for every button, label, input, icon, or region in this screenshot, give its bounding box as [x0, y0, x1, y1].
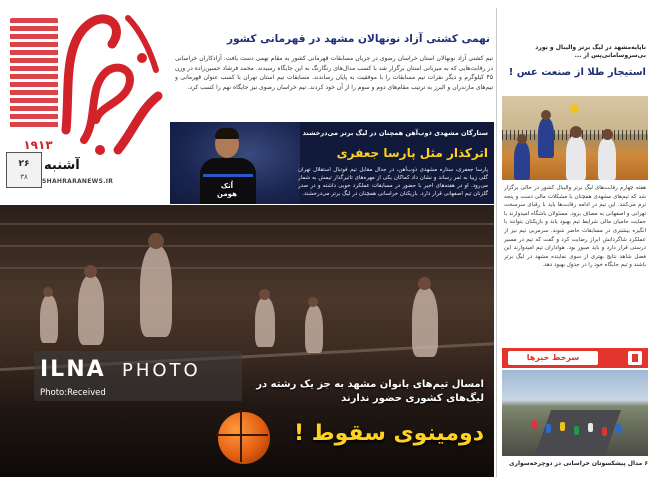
website-url: SHAHRARANEWS.IR: [42, 178, 114, 185]
player-figure: [40, 295, 58, 343]
watermark-brand: ILNA: [40, 357, 106, 382]
jafari-story-box: [170, 122, 494, 204]
cyclist-figure: [616, 424, 621, 433]
player-head: [148, 233, 164, 249]
cyclist-figure: [602, 427, 607, 436]
issue-number: ۳۸: [20, 173, 28, 181]
player-photo: [170, 122, 300, 204]
player-head: [517, 134, 527, 144]
masthead: [0, 0, 170, 200]
player-figure: [514, 142, 530, 180]
player-figure: [78, 275, 104, 345]
jafari-title: اترکذار مثل پارسا جعفری: [336, 146, 488, 160]
player-figure: [305, 305, 323, 353]
player-figure: [538, 118, 554, 158]
jersey-stripe: [203, 174, 253, 177]
top-story-headline: نهمی کشتی آزاد نونهالان مشهد در قهرمانی کشور: [227, 33, 490, 45]
basketball-photo: [0, 205, 494, 477]
photo-watermark: [34, 351, 242, 401]
main-story-kicker: امسال تیم‌های بانوان مشهد به جز یک رشته در لیگ‌های کشوری حضور ندارند: [256, 379, 484, 404]
player-head: [308, 297, 318, 307]
weekday: آشنبه: [44, 158, 80, 173]
player-figure: [255, 297, 275, 347]
established-year: ۱۹۱۳: [23, 138, 53, 152]
issue-box: [6, 152, 42, 188]
player-head: [541, 110, 551, 120]
volleyball-photo: [502, 96, 648, 180]
player-hair: [215, 128, 239, 139]
right-column: [500, 0, 650, 477]
banner-label: سرخط خبرها: [508, 351, 598, 365]
watermark-word: PHOTO: [122, 360, 201, 381]
main-story-headline: دومینوی سقوط !: [294, 421, 484, 446]
player-head: [84, 265, 97, 278]
column-divider-line: [496, 8, 497, 477]
issue-day: ۲۶: [18, 159, 30, 169]
cyclist-figure: [574, 426, 579, 435]
ball-seam: [240, 410, 248, 462]
player-figure: [412, 287, 438, 357]
roof-rafter: [0, 223, 494, 225]
player-head: [570, 126, 582, 138]
headlines-banner: [502, 348, 648, 368]
player-figure: [140, 245, 172, 337]
cyclist-figure: [532, 420, 537, 429]
cyclists-photo: [502, 370, 648, 456]
roof-rafter: [0, 267, 494, 269]
player-figure: [566, 136, 586, 180]
volleyball-headline: استیجار طلا از صنعت عس !: [508, 67, 646, 78]
player-head: [418, 277, 431, 290]
newspaper-icon: [628, 351, 642, 365]
player-head: [43, 287, 53, 297]
jafari-kicker: ستارگان مشهدی ذوب‌آهن همچنان در لیگ برتر می‌درخشند: [302, 129, 488, 137]
cyclist-figure: [546, 424, 551, 433]
cycling-caption: ۶ مدال پیشکسوتان خراسانی در دوچرخه‌سواری: [509, 460, 648, 467]
cyclist-figure: [560, 422, 565, 431]
jersey-sponsor: اُتک هومن: [217, 182, 237, 198]
player-figure: [598, 138, 616, 180]
jafari-body: پارسا جعفری، ستاره مشهدی ذوب‌آهن، در جدال مقابل تیم فوتبال استقلال تهران گلی زیبا به ثمر رساند و نشان داد کماکان یکی از مهره‌های تاثیرگذار تیمش به شمار می‌رود. او در هفته‌های اخیر با حضور در مسابقات عملکرد خوبی داشته و در صدر گلزنان تیم اصفهانی قرار دارد. بازیکنان خراسانی همچنان در لیگ برتر می‌درخشند.: [298, 167, 488, 197]
cyclist-figure: [588, 423, 593, 432]
volleyball-kicker: ناپایه‌مشهد در لیگ برتر والیبال و بورد بی‌سروسامانی‌پس از ...: [535, 44, 646, 59]
top-story-body: تیم کشتی آزاد نونهالان استان خراسان رضوی در جریان مسابقات قهرمانی کشور به مقام نهمی دست یافت. آزادکاران خراسانی در رقابت‌هایی که به میزبانی استان برگزار شد با کسب مدال‌های رنگارنگ به این جایگاه رسیدند. محمد فرشاد حسین‌زاده در وزن ۴۵ کیلوگرم و دیگر نفرات تیم مسابقات را با موفقیت به پایان رساندند. مسابقات تیم استان تهران با کسب عنوان قهرمانی و تیم‌های مازندران و البرز به ترتیب مقام‌های دوم و سوم را از آن خود کردند. تیم خراسان رضوی نیز جایگاه نهم را کسب کرد.: [175, 55, 493, 91]
volleyball-body: هفته چهارم رقابت‌های لیگ برتر والیبال کشور در حالی برگزار شد که تیم‌های مشهدی همچنان با مشکلات مالی دست و پنجه نرم می‌کنند. این تیم در ادامه رقابت‌ها باید با رقبای سرسخت تهرانی و اصفهانی به مصاف برود. مسئولان باشگاه امیدوارند با حمایت حامیان مالی شرایط تیم بهبود یابد و بازیکنان بتوانند با انگیزه بیشتری در مسابقات حاضر شوند. سرمربی تیم نیز از عملکرد شاگردانش ابراز رضایت کرد و گفت که تیم در مسیر درستی قرار دارد و باید صبور بود. هواداران تیم امیدوارند این فصل شاهد نتایج بهتری از سوی نماینده مشهد در لیگ برتر باشند و تیم جایگاه خود را در جدول بهبود دهد.: [504, 185, 646, 269]
photo-credit: Photo:Received: [40, 388, 106, 398]
player-head: [602, 129, 613, 140]
volleyball-icon: [570, 104, 579, 113]
roof-rafter: [0, 245, 494, 247]
player-head: [259, 289, 270, 300]
